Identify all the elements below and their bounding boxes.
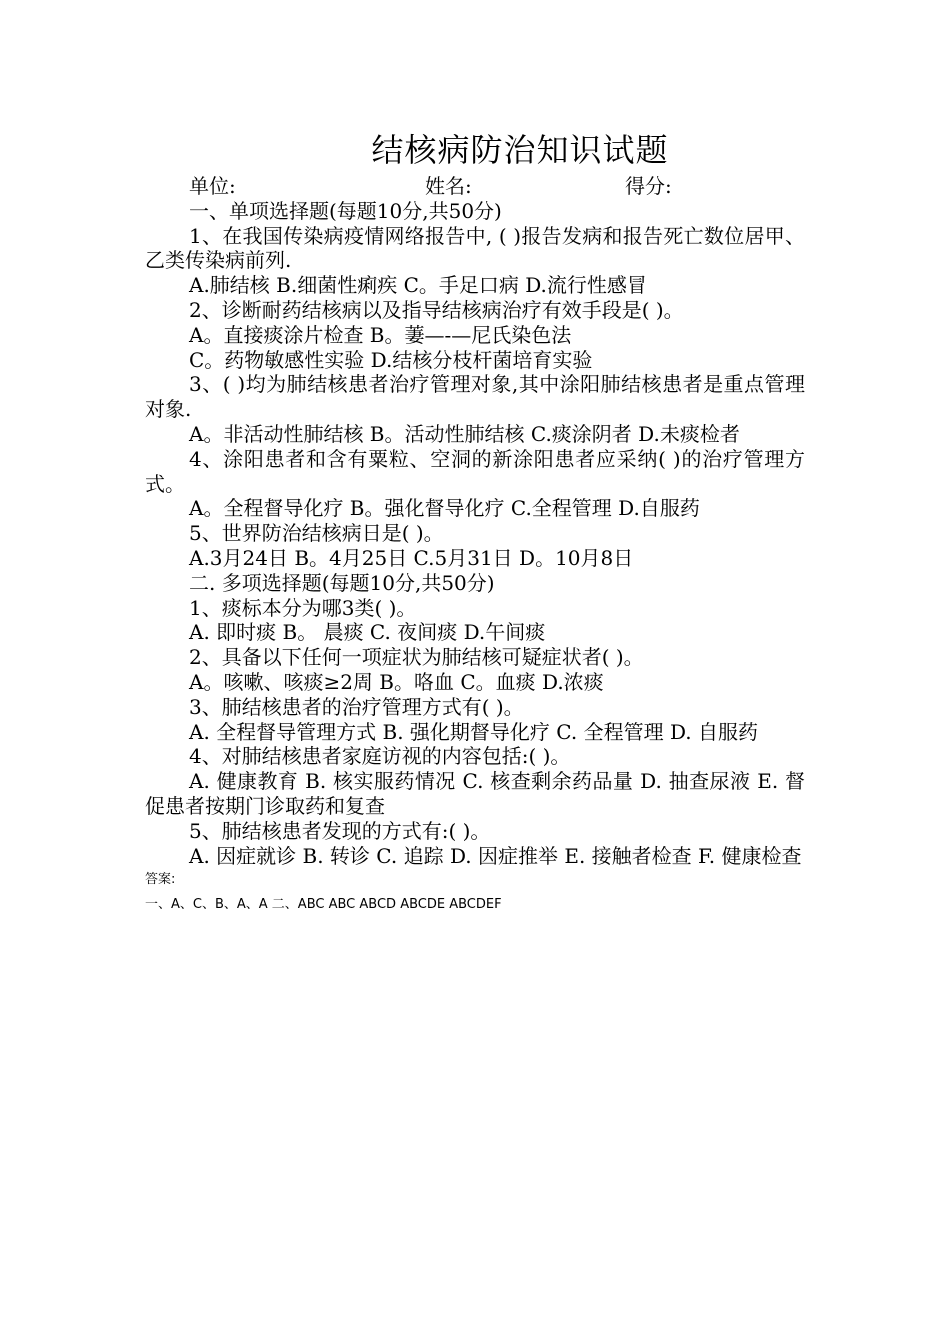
score-label: 得分: — [625, 174, 672, 198]
section2-question-3: 3、肺结核患者的治疗管理方式有( )。 — [189, 694, 524, 719]
section2-question-4-options: A. 健康教育 B. 核实服药情况 C. 核查剩余药品量 D. 抽查尿液 E. 督促患者按期门诊取药和复查 — [145, 769, 805, 818]
section1-question-4-options: A。全程督导化疗 B。强化督导化疗 C.全程管理 D.自服药 — [189, 496, 700, 521]
section1-question-2: 2、诊断耐药结核病以及指导结核病治疗有效手段是( )。 — [189, 297, 684, 322]
answers-label: 答案: — [145, 872, 176, 888]
section1-question-5-options: A.3月24日 B。4月25日 C.5月31日 D。10月8日 — [189, 545, 634, 570]
unit-label: 单位: — [189, 174, 236, 198]
section1-question-2-options-2: C。药物敏感性实验 D.结核分枝杆菌培育实验 — [189, 347, 593, 372]
section1-question-1: 1、在我国传染病疫情网络报告中, ( )报告发病和报告死亡数位居甲、乙类传染病前列. — [145, 223, 805, 273]
section2-question-4: 4、对肺结核患者家庭访视的内容包括:( )。 — [189, 744, 571, 769]
section2-question-2: 2、具备以下任何一项症状为肺结核可疑症状者( )。 — [189, 645, 644, 670]
document-title: 结核病防治知识试题 — [371, 131, 669, 169]
section2-question-2-options: A。咳嗽、咳痰≥2周 B。咯血 C。血痰 D.浓痰 — [189, 669, 604, 694]
section1-question-1-options: A.肺结核 B.细菌性痢疾 C。手足口病 D.流行性感冒 — [189, 273, 647, 298]
section2-heading: 二. 多项选择题(每题10分,共50分) — [189, 570, 495, 595]
section1-question-3-options: A。非活动性肺结核 B。活动性肺结核 C.痰涂阴者 D.未痰检者 — [189, 421, 740, 446]
section1-question-2-options-1: A。直接痰涂片检查 B。萋—-—尼氏染色法 — [189, 322, 572, 347]
section1-question-4: 4、涂阳患者和含有粟粒、空洞的新涂阳患者应采纳( )的治疗管理方式。 — [145, 446, 805, 496]
name-label: 姓名: — [425, 174, 472, 198]
section2-question-5: 5、肺结核患者发现的方式有:( )。 — [189, 818, 491, 843]
document-body — [145, 174, 805, 917]
section2-question-3-options: A. 全程督导管理方式 B. 强化期督导化疗 C. 全程管理 D. 自服药 — [189, 719, 758, 744]
section1-question-3: 3、( )均为肺结核患者治疗管理对象,其中涂阳肺结核患者是重点管理对象. — [145, 372, 805, 422]
section1-question-5: 5、世界防治结核病日是( )。 — [189, 521, 444, 546]
section2-question-1: 1、痰标本分为哪3类( )。 — [189, 595, 417, 620]
section2-question-1-options: A. 即时痰 B。 晨痰 C. 夜间痰 D.午间痰 — [189, 620, 546, 645]
exam-header — [145, 174, 805, 199]
section1-heading: 一、单项选择题(每题10分,共50分) — [189, 198, 502, 223]
section2-question-5-options: A. 因症就诊 B. 转诊 C. 追踪 D. 因症推举 E. 接触者检查 F. 健康检查 — [189, 843, 802, 868]
answers-text: 一、A、C、B、A、A 二、ABC ABC ABCD ABCDE ABCDEF — [145, 897, 502, 913]
